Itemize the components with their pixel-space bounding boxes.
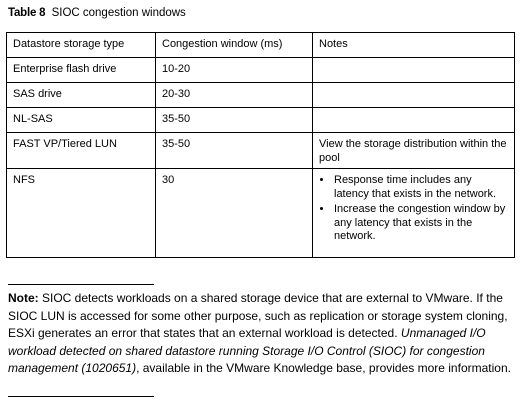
congestion-window-cell: 30 <box>156 169 313 258</box>
table-title: SIOC congestion windows <box>51 7 186 19</box>
notes-cell <box>313 169 515 258</box>
table-row <box>7 169 515 258</box>
notes-cell: View the storage distribution within the pool <box>313 133 515 169</box>
storage-type-cell: SAS drive <box>7 83 156 108</box>
column-header-notes: Notes <box>313 33 515 58</box>
storage-type-cell: FAST VP/Tiered LUN <box>7 133 156 169</box>
note-top-rule <box>8 284 154 285</box>
storage-type-cell: Enterprise flash drive <box>7 58 156 83</box>
note-label: Note: <box>8 291 39 305</box>
storage-type-cell: NL-SAS <box>7 108 156 133</box>
kb-article-title: Unmanaged I/O workload detected on shared datastore running Storage I/O Control (SIOC) for congestion management (1020651) <box>8 326 486 375</box>
table-row <box>7 83 515 108</box>
note-block <box>8 290 513 378</box>
column-header-storage-type: Datastore storage type <box>7 33 156 58</box>
note-bottom-rule <box>8 396 154 397</box>
notes-cell <box>313 83 515 108</box>
table-caption <box>8 6 186 20</box>
congestion-window-cell: 10-20 <box>156 58 313 83</box>
column-header-congestion-window: Congestion window (ms) <box>156 33 313 58</box>
notes-bullet-item: • Increase the congestion window by any latency that exists in the network. <box>333 203 508 244</box>
congestion-window-cell: 35-50 <box>156 108 313 133</box>
storage-type-cell: NFS <box>7 169 156 258</box>
notes-bullet-list <box>319 174 508 244</box>
notes-bullet-item: • Response time includes any latency that exists in the network. <box>333 174 508 201</box>
notes-cell <box>313 108 515 133</box>
table-header-row <box>7 33 515 58</box>
congestion-window-cell: 20-30 <box>156 83 313 108</box>
kb-article-suffix: , available in the VMware Knowledge base, provides more information. <box>136 361 511 375</box>
table-row <box>7 108 515 133</box>
table-row <box>7 133 515 169</box>
table-number: Table 8 <box>8 7 46 19</box>
note-text: SIOC detects workloads on a shared storage device that are external to VMware. If the SIOC LUN is accessed for some other purpose, such as replication or storage system cloning, ESXi generates an error that states that an external workload is detected. <box>8 291 508 340</box>
notes-cell <box>313 58 515 83</box>
congestion-windows-table <box>6 32 515 258</box>
table-row <box>7 58 515 83</box>
congestion-window-cell: 35-50 <box>156 133 313 169</box>
